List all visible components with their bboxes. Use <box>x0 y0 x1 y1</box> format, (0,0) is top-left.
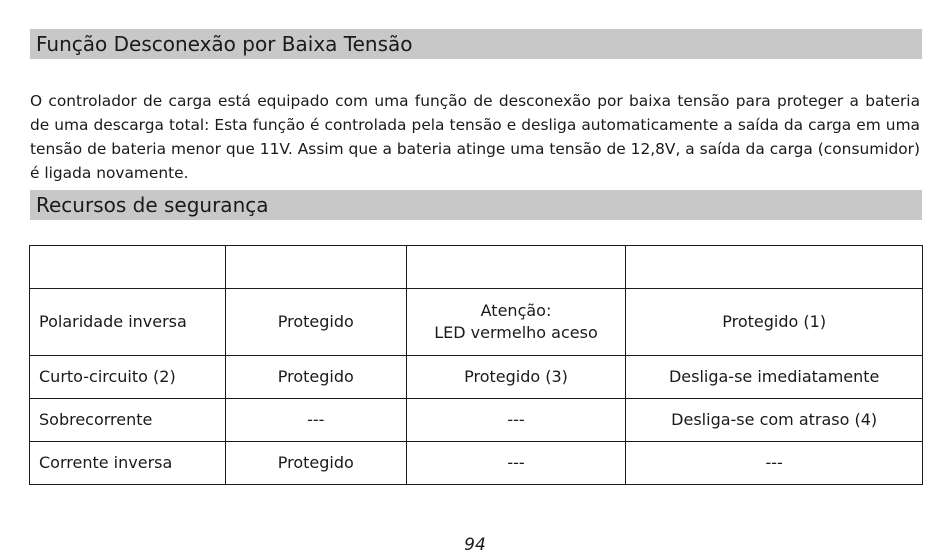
cell-line: LED vermelho aceso <box>434 323 598 342</box>
table-cell: Desliga-se imediatamente <box>626 356 923 399</box>
safety-features-table <box>29 245 923 485</box>
table-row <box>30 356 923 399</box>
row-label: Corrente inversa <box>30 442 226 485</box>
table-cell: --- <box>406 399 626 442</box>
table-cell: Protegido (3) <box>406 356 626 399</box>
table-row <box>30 399 923 442</box>
table-row <box>30 289 923 356</box>
table-header-cell <box>30 246 226 289</box>
section-heading-low-voltage: Função Desconexão por Baixa Tensão <box>30 29 922 59</box>
table-header-cell <box>406 246 626 289</box>
table-header-cell <box>225 246 406 289</box>
table-cell <box>406 289 626 356</box>
table-header-row <box>30 246 923 289</box>
table-cell: --- <box>225 399 406 442</box>
row-label: Curto-circuito (2) <box>30 356 226 399</box>
low-voltage-description: O controlador de carga está equipado com uma função de desconexão por baixa tensão para proteger a bateria de uma descarga total: Esta função é controlada pela tensão e desliga automaticamente a saída da carga em uma tensão de bateria menor que 11V. Assim que a bateria atinge uma tensão de 12,8V, a saída da carga (consumidor) é ligada novamente. <box>30 92 920 183</box>
table-cell: Desliga-se com atraso (4) <box>626 399 923 442</box>
table-cell: Protegido <box>225 442 406 485</box>
table-header-cell <box>626 246 923 289</box>
row-label: Polaridade inversa <box>30 289 226 356</box>
table-cell: --- <box>626 442 923 485</box>
table-cell: --- <box>406 442 626 485</box>
row-label: Sobrecorrente <box>30 399 226 442</box>
section-heading-safety: Recursos de segurança <box>30 190 922 220</box>
table-cell: Protegido <box>225 356 406 399</box>
table-cell: Protegido (1) <box>626 289 923 356</box>
page-number: 94 <box>464 535 486 555</box>
table-row <box>30 442 923 485</box>
cell-line: Atenção: <box>480 301 552 320</box>
table-cell: Protegido <box>225 289 406 356</box>
